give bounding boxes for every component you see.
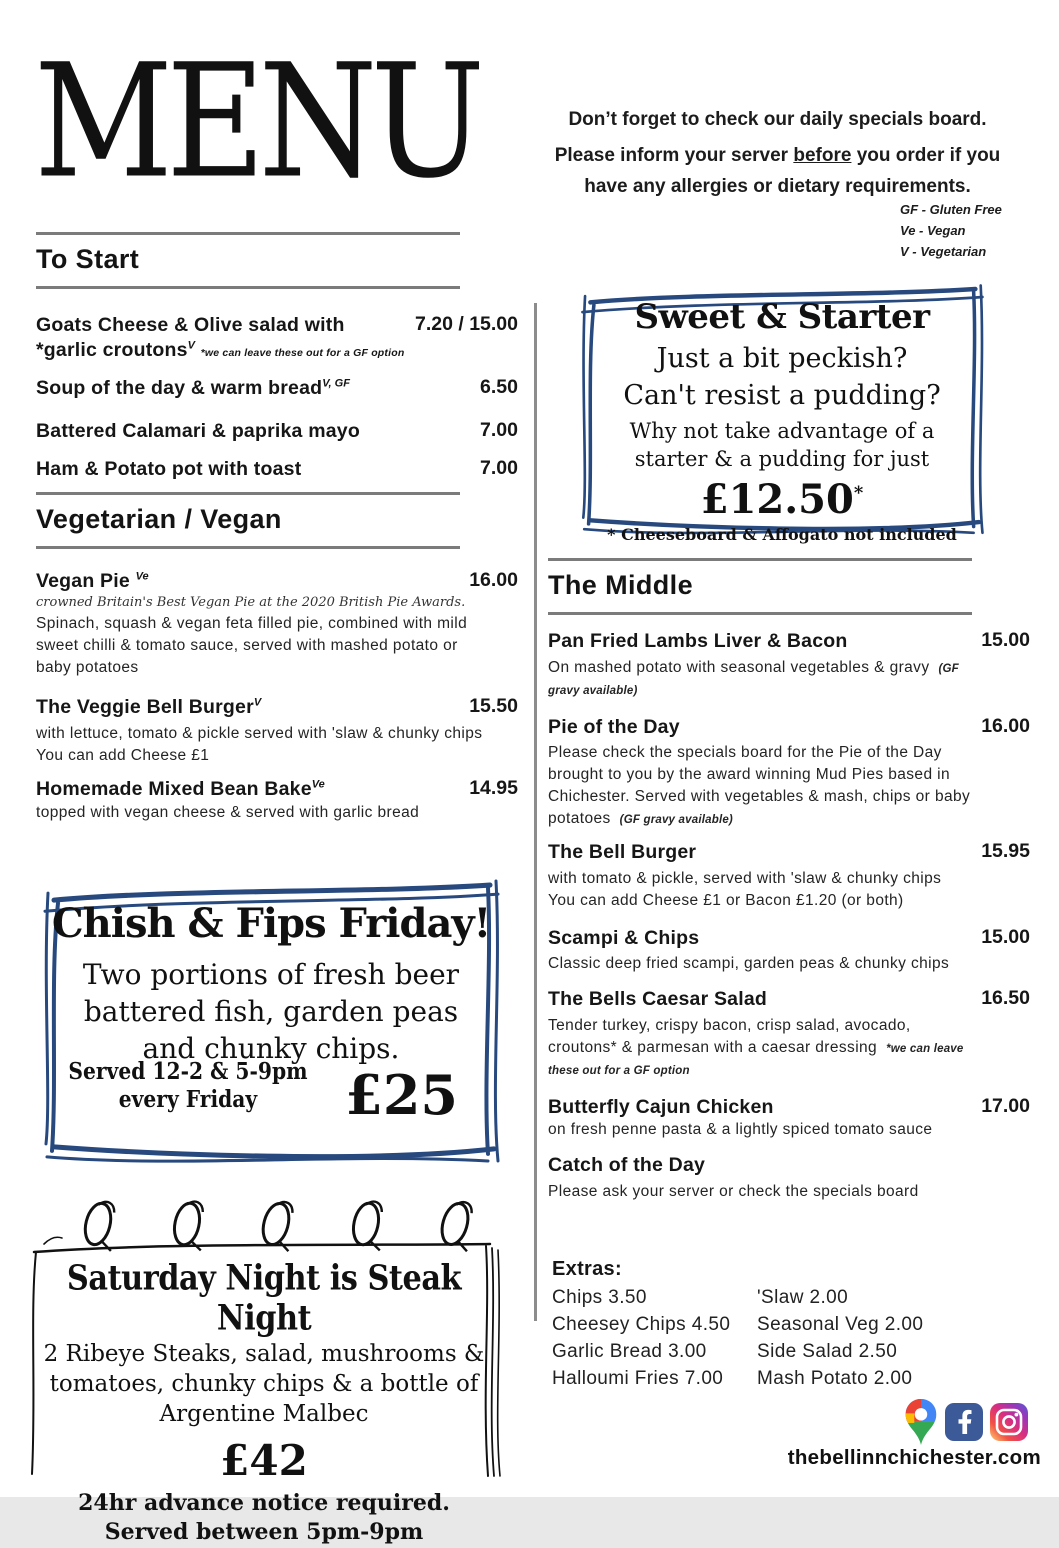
item-price: 15.50 [469, 695, 518, 718]
right-column [548, 558, 1030, 1203]
diet-marker: Ve [135, 570, 149, 583]
underlined-word: before [793, 145, 852, 167]
item-name: Battered Calamari & paprika mayo [36, 419, 360, 442]
promo-title: Saturday Night is Steak Night [66, 1258, 462, 1339]
section-heading-vegetarian: Vegetarian / Vegan [36, 492, 460, 549]
item-description: on fresh penne pasta & a lightly spiced tomato sauce [548, 1121, 933, 1139]
menu-item-bean-bake [36, 777, 518, 824]
extras-item: 'Slaw 2.00 [757, 1287, 849, 1308]
price-asterisk: * [853, 482, 864, 504]
item-price: 6.50 [480, 376, 518, 399]
promo-price: £25 [345, 1062, 458, 1127]
diet-marker: V, GF [322, 377, 350, 390]
gf-note: (GF gravy available) [619, 814, 733, 827]
item-description: with tomato & pickle, served with 'slaw & chunky chips You can add Cheese £1 or Bacon £1.20 (or both) [548, 869, 942, 909]
diet-marker: V [187, 339, 195, 352]
item-description: Please check the specials board for the Pie of the Day brought to you by the award winning Mud Pies based in Chichester. Served with vegetables & mash, chips or baby potatoes (GF gravy available) [548, 744, 971, 828]
promo-served-times: Served 12-2 & 5-9pm every Friday [68, 1057, 308, 1114]
item-price: 17.00 [981, 1094, 1030, 1117]
column-divider [534, 303, 537, 1321]
item-price: 15.00 [981, 925, 1030, 948]
sweet-starter-promo [578, 281, 986, 544]
item-price: 7.20 / 15.00 [414, 313, 518, 335]
menu-item-goats-cheese [36, 313, 518, 362]
section-heading-to-start: To Start [36, 232, 460, 289]
item-name: Homemade Mixed Bean Bake$^{Ve}$ [36, 777, 325, 800]
legend-vegetarian: V - Vegetarian [900, 243, 987, 259]
social-icons [903, 1398, 1029, 1446]
item-addon: You can add Cheese £1 or Bacon £1.20 (or both) [548, 891, 904, 909]
promo-line1: Just a bit peckish? [656, 343, 908, 374]
award-note: crowned Britain's Best Vegan Pie at the 2020 British Pie Awards. [36, 595, 466, 611]
instagram-icon[interactable] [989, 1402, 1029, 1442]
item-description: Classic deep fried scampi, garden peas & chunky chips [548, 955, 950, 973]
item-name: Pan Fried Lambs Liver & Bacon [548, 630, 848, 652]
item-price: 7.00 [480, 418, 518, 441]
menu-item-scampi [548, 926, 1030, 976]
extras-item: Cheesey Chips 4.50 [552, 1313, 731, 1335]
menu-item-veggie-burger [36, 695, 518, 767]
item-description: with lettuce, tomato & pickle served with 'slaw & chunky chips You can add Cheese £1 [36, 724, 483, 764]
item-name: Pie of the Day [548, 715, 680, 738]
item-description: Please ask your server or check the specials board [548, 1182, 919, 1200]
facebook-icon[interactable] [944, 1402, 984, 1442]
menu-item-bell-burger [548, 840, 1030, 912]
website-link[interactable]: thebellinnchichester.com [787, 1446, 1041, 1469]
extras-item: Side Salad 2.50 [757, 1340, 898, 1362]
item-description: Tender turkey, crispy bacon, crisp salad, avocado, croutons* & parmesan with a caesar dressing *we can leave these out for a GF option [548, 1016, 964, 1077]
item-name: The Bells Caesar Salad [548, 988, 768, 1011]
promo-title: Chish & Fips Friday! [51, 900, 491, 947]
gf-note: (GF gravy available) [548, 662, 959, 697]
extras-section [552, 1258, 1030, 1393]
gf-option-note: *we can leave these out for a GF option [548, 1042, 964, 1077]
diet-marker: Ve [311, 778, 325, 791]
menu-item-cajun-chicken [548, 1095, 1030, 1142]
item-name: Scampi & Chips [548, 926, 700, 949]
item-price: 16.00 [981, 714, 1030, 737]
extras-column-2 [757, 1285, 962, 1393]
promo-notes: 24hr advance notice required. Served between 5pm-9pm [78, 1489, 450, 1546]
extras-column-1 [552, 1285, 757, 1393]
menu-item-pie-of-day [548, 715, 1030, 831]
steak-night-promo [22, 1192, 506, 1546]
google-maps-icon[interactable] [903, 1398, 939, 1446]
promo-line3: Why not take advantage of a starter & a pudding for just [629, 419, 935, 472]
item-description: On mashed potato with seasonal vegetables & gravy (GF gravy available) [548, 658, 959, 697]
dietary-legend [900, 200, 1002, 262]
item-name: Goats Cheese & Olive salad with *garlic croutons$^V$ *we can leave these out for a GF option [36, 314, 405, 361]
gf-option-note: *we can leave these out for a GF option [200, 346, 405, 359]
allergy-notice: Please inform your server before you order if you have any allergies or dietary requirements. [554, 145, 1001, 197]
specials-notice-line1: Don’t forget to check our daily specials board. [568, 109, 987, 130]
item-description: Spinach, squash & vegan feta filled pie, combined with mild sweet chilli & tomato sauce, served with mashed potato or baby potatoes [36, 615, 468, 677]
specials-notice [505, 105, 1050, 202]
promo-footnote: * Cheeseboard & Affogato not included [607, 524, 957, 544]
chish-fips-promo [40, 876, 502, 1168]
page-title: MENU [34, 31, 479, 214]
item-description: topped with vegan cheese & served with garlic bread [36, 803, 420, 821]
item-price: 14.95 [469, 776, 518, 799]
extras-heading: Extras: [552, 1258, 622, 1280]
promo-title: Sweet & Starter [634, 297, 930, 337]
promo-price: £12.50* [700, 475, 864, 523]
item-name: Soup of the day & warm bread$^{V, GF}$ [36, 377, 350, 400]
left-column [36, 232, 518, 824]
promo-description: 2 Ribeye Steaks, salad, mushrooms & tomatoes, chunky chips & a bottle of Argentine Malbec [43, 1341, 485, 1427]
diet-marker: V [253, 696, 262, 709]
extras-item: Mash Potato 2.00 [757, 1367, 913, 1389]
item-price: 7.00 [480, 457, 518, 480]
menu-item-vegan-pie [36, 569, 518, 680]
menu-item-lambs-liver [548, 629, 1030, 701]
extras-item: Seasonal Veg 2.00 [757, 1313, 924, 1335]
extras-item: Garlic Bread 3.00 [552, 1340, 707, 1362]
extras-item: Chips 3.50 [552, 1287, 647, 1308]
menu-item-ham-potato [36, 457, 518, 482]
legend-gluten-free: GF - Gluten Free [900, 202, 1002, 217]
item-name: Ham & Potato pot with toast [36, 458, 302, 481]
item-price: 16.50 [981, 987, 1030, 1010]
promo-price: £42 [220, 1435, 308, 1485]
item-price: 16.00 [469, 568, 518, 591]
promo-description: Two portions of fresh beer battered fish, garden peas and chunky chips. [82, 958, 460, 1065]
item-name: Vegan Pie $^{Ve}$ [36, 569, 149, 592]
menu-item-catch-of-day [548, 1153, 1030, 1203]
item-name: The Veggie Bell Burger$^V$ [36, 696, 262, 719]
item-name: Catch of the Day [548, 1154, 706, 1177]
item-price: 15.00 [981, 629, 1030, 651]
menu-item-caesar-salad [548, 987, 1030, 1081]
item-name: Butterfly Cajun Chicken [548, 1095, 774, 1118]
item-price: 15.95 [981, 840, 1030, 863]
legend-vegan: Ve - Vegan [900, 222, 966, 238]
section-heading-middle: The Middle [548, 558, 972, 615]
item-addon: You can add Cheese £1 [36, 746, 210, 764]
promo-line2: Can't resist a pudding? [623, 380, 941, 411]
menu-item-soup [36, 376, 518, 401]
extras-item: Halloumi Fries 7.00 [552, 1367, 724, 1389]
item-name: The Bell Burger [548, 841, 697, 864]
menu-item-calamari [36, 419, 518, 444]
